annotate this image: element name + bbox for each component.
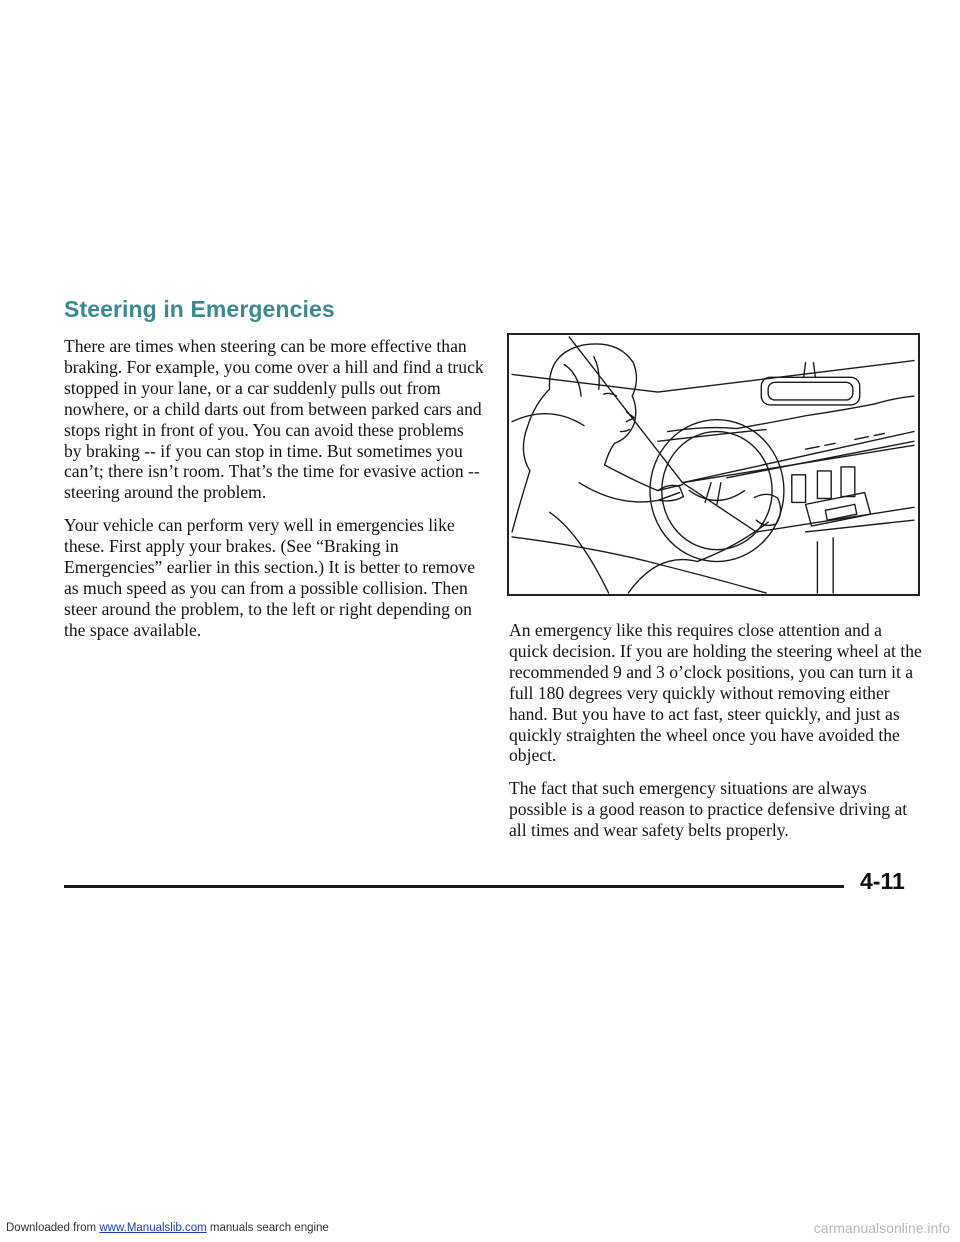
paragraph-defensive-driving: The fact that such emergency situations are always possible is a good reason to practice defensive driving at all times and wear safety belts properly. — [509, 778, 908, 841]
paragraph-quick-decision: An emergency like this requires close attention and a quick decision. If you are holding the steering wheel at the recommended 9 and 3 o’clock positions, you can turn it a full 180 degrees very quickly without removing either hand. But you have to act fast, steer quickly, and just as quickly straighten the wheel once you have avoided the object. — [509, 620, 922, 766]
paragraph-vehicle-performance: Your vehicle can perform very well in emergencies like these. First apply your brakes. (See “Braking in Emergencies” earlier in this section.) It is better to remove as much speed as you can from a possible collision. Then steer around the problem, to the left or right depending on the space available. — [64, 515, 476, 640]
watermark: carmanualsonline.info — [813, 1220, 950, 1236]
section-heading: Steering in Emergencies — [64, 296, 335, 322]
download-credit — [6, 1222, 329, 1234]
footer-rule — [64, 885, 844, 888]
right-column — [509, 620, 924, 853]
left-column — [64, 336, 484, 653]
driver-steering-illustration — [507, 333, 920, 596]
manualslib-link[interactable]: www.Manualslib.com — [99, 1222, 207, 1234]
download-credit-prefix: Downloaded from — [6, 1222, 97, 1234]
paragraph-evasive-action: There are times when steering can be more effective than braking. For example, you come over a hill and find a truck stopped in your lane, or a car suddenly pulls out from nowhere, or a child darts out from between parked cars and stops right in front of you. You can avoid these problems by braking -- if you can stop in time. But sometimes you can’t; there isn’t room. That’s the time for evasive action -- steering around the problem. — [64, 336, 484, 503]
download-credit-suffix: manuals search engine — [209, 1222, 329, 1234]
page-number: 4-11 — [860, 868, 905, 894]
